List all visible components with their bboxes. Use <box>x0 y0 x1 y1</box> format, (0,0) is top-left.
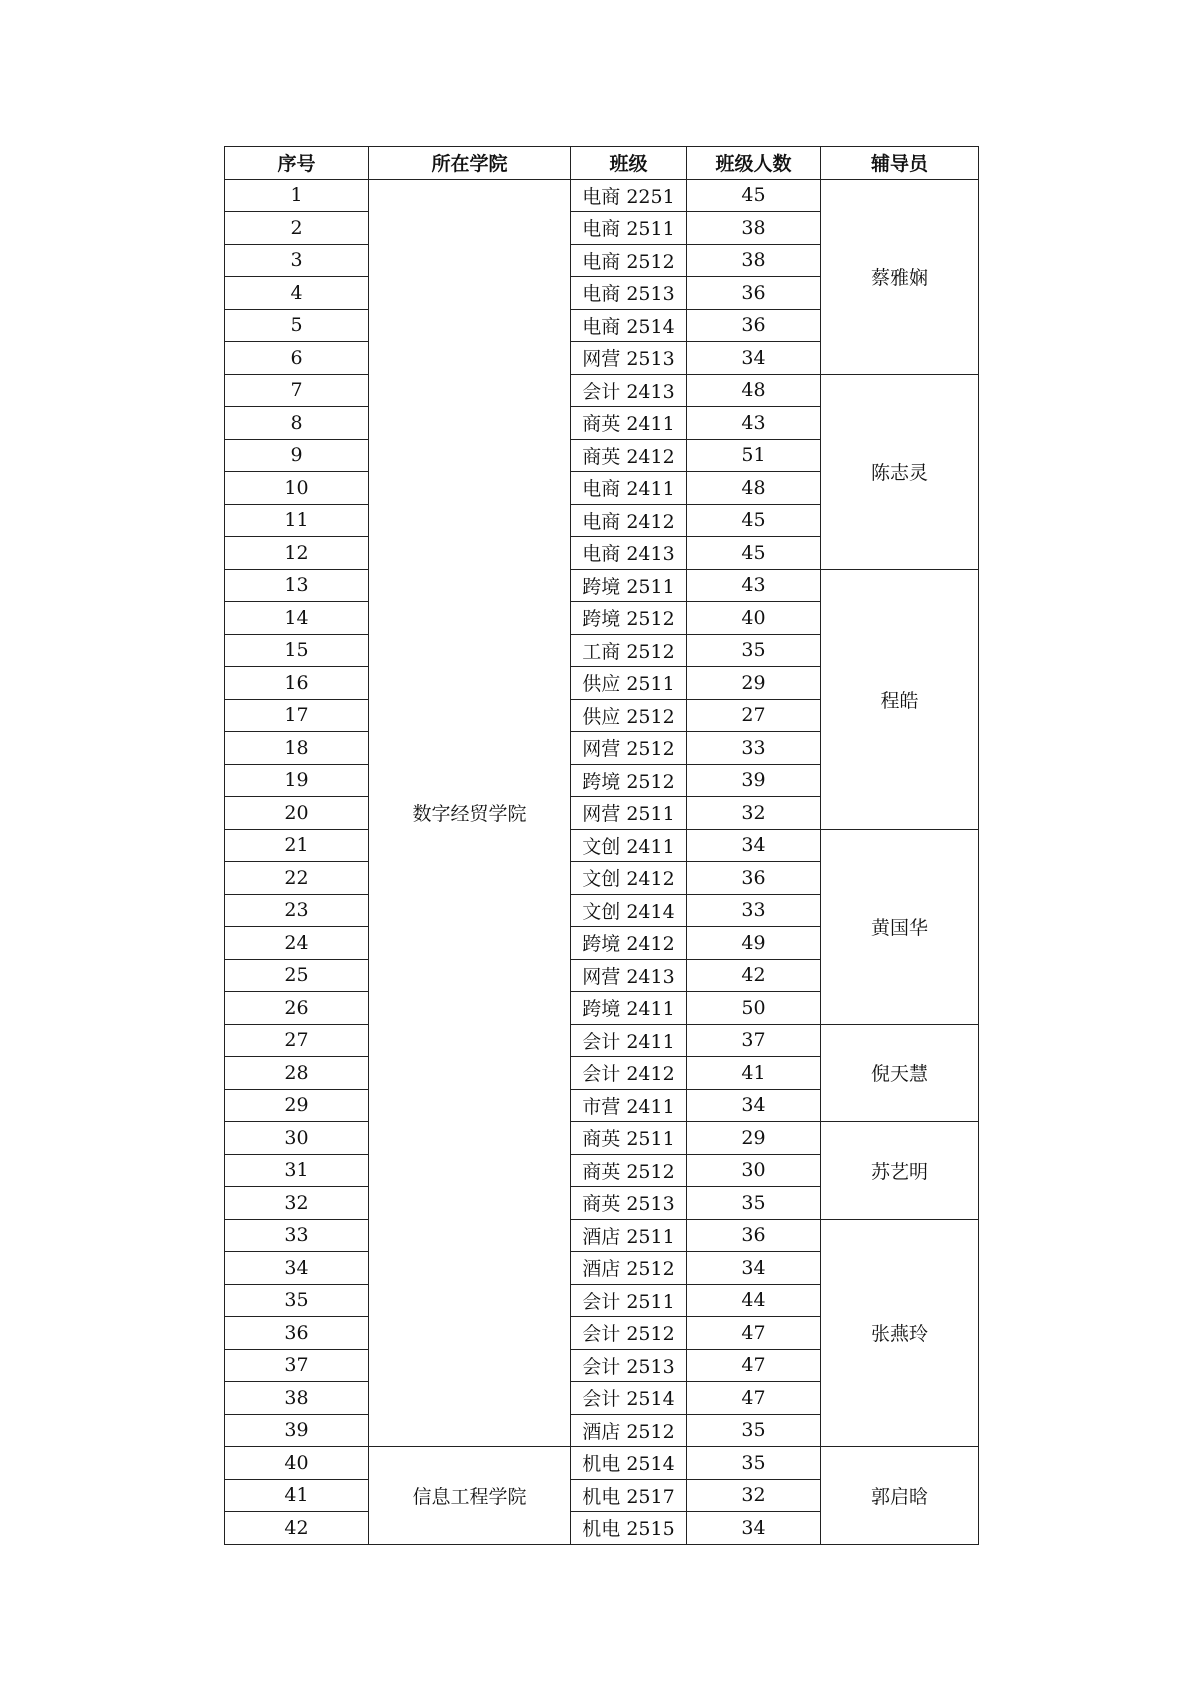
class-size: 27 <box>687 699 821 732</box>
header-row <box>225 147 979 180</box>
table-row <box>225 1024 979 1057</box>
class-size: 48 <box>687 374 821 407</box>
row-index: 7 <box>225 374 369 407</box>
class-size: 38 <box>687 244 821 277</box>
class-size: 36 <box>687 277 821 310</box>
class-size: 51 <box>687 439 821 472</box>
college-cell: 信息工程学院 <box>369 1447 571 1545</box>
row-index: 29 <box>225 1089 369 1122</box>
header-index: 序号 <box>225 147 369 180</box>
row-index: 40 <box>225 1447 369 1480</box>
class-name: 跨境 2412 <box>571 927 687 960</box>
class-name: 会计 2514 <box>571 1382 687 1415</box>
class-size: 45 <box>687 179 821 212</box>
row-index: 37 <box>225 1349 369 1382</box>
class-size: 33 <box>687 732 821 765</box>
class-size: 39 <box>687 764 821 797</box>
class-name: 跨境 2511 <box>571 569 687 602</box>
counselor-cell: 黄国华 <box>821 829 979 1024</box>
class-size: 47 <box>687 1382 821 1415</box>
class-name: 网营 2512 <box>571 732 687 765</box>
class-size: 48 <box>687 472 821 505</box>
row-index: 39 <box>225 1414 369 1447</box>
table-row <box>225 1447 979 1480</box>
class-name: 会计 2511 <box>571 1284 687 1317</box>
row-index: 35 <box>225 1284 369 1317</box>
class-roster-table <box>224 146 979 1545</box>
class-name: 会计 2411 <box>571 1024 687 1057</box>
class-name: 机电 2517 <box>571 1479 687 1512</box>
row-index: 28 <box>225 1057 369 1090</box>
class-size: 43 <box>687 569 821 602</box>
class-name: 网营 2511 <box>571 797 687 830</box>
class-name: 文创 2412 <box>571 862 687 895</box>
table-row <box>225 829 979 862</box>
class-name: 商英 2512 <box>571 1154 687 1187</box>
class-size: 36 <box>687 862 821 895</box>
row-index: 4 <box>225 277 369 310</box>
class-name: 市营 2411 <box>571 1089 687 1122</box>
class-size: 47 <box>687 1317 821 1350</box>
class-size: 43 <box>687 407 821 440</box>
header-college: 所在学院 <box>369 147 571 180</box>
class-size: 47 <box>687 1349 821 1382</box>
class-size: 50 <box>687 992 821 1025</box>
class-size: 35 <box>687 634 821 667</box>
row-index: 18 <box>225 732 369 765</box>
class-name: 跨境 2411 <box>571 992 687 1025</box>
counselor-cell: 程皓 <box>821 569 979 829</box>
row-index: 25 <box>225 959 369 992</box>
row-index: 34 <box>225 1252 369 1285</box>
class-name: 会计 2513 <box>571 1349 687 1382</box>
header-class-size: 班级人数 <box>687 147 821 180</box>
class-size: 33 <box>687 894 821 927</box>
counselor-cell: 张燕玲 <box>821 1219 979 1447</box>
row-index: 26 <box>225 992 369 1025</box>
row-index: 9 <box>225 439 369 472</box>
class-size: 34 <box>687 342 821 375</box>
row-index: 21 <box>225 829 369 862</box>
row-index: 41 <box>225 1479 369 1512</box>
counselor-cell: 郭启晗 <box>821 1447 979 1545</box>
class-size: 44 <box>687 1284 821 1317</box>
counselor-cell: 苏艺明 <box>821 1122 979 1220</box>
class-size: 41 <box>687 1057 821 1090</box>
row-index: 10 <box>225 472 369 505</box>
row-index: 16 <box>225 667 369 700</box>
table-row <box>225 1219 979 1252</box>
class-name: 电商 2413 <box>571 537 687 570</box>
class-name: 酒店 2512 <box>571 1252 687 1285</box>
class-name: 商英 2513 <box>571 1187 687 1220</box>
row-index: 33 <box>225 1219 369 1252</box>
class-name: 商英 2411 <box>571 407 687 440</box>
header-class: 班级 <box>571 147 687 180</box>
row-index: 19 <box>225 764 369 797</box>
class-name: 酒店 2511 <box>571 1219 687 1252</box>
row-index: 22 <box>225 862 369 895</box>
row-index: 23 <box>225 894 369 927</box>
row-index: 17 <box>225 699 369 732</box>
row-index: 31 <box>225 1154 369 1187</box>
class-size: 29 <box>687 1122 821 1155</box>
class-name: 商英 2511 <box>571 1122 687 1155</box>
class-name: 文创 2411 <box>571 829 687 862</box>
class-size: 35 <box>687 1187 821 1220</box>
class-size: 49 <box>687 927 821 960</box>
class-name: 供应 2512 <box>571 699 687 732</box>
class-name: 电商 2251 <box>571 179 687 212</box>
class-name: 网营 2513 <box>571 342 687 375</box>
table-row <box>225 1122 979 1155</box>
counselor-cell: 陈志灵 <box>821 374 979 569</box>
class-name: 电商 2511 <box>571 212 687 245</box>
row-index: 42 <box>225 1512 369 1545</box>
class-size: 32 <box>687 797 821 830</box>
class-size: 42 <box>687 959 821 992</box>
row-index: 14 <box>225 602 369 635</box>
class-name: 酒店 2512 <box>571 1414 687 1447</box>
row-index: 6 <box>225 342 369 375</box>
row-index: 38 <box>225 1382 369 1415</box>
row-index: 8 <box>225 407 369 440</box>
class-size: 45 <box>687 537 821 570</box>
class-size: 34 <box>687 1089 821 1122</box>
class-name: 电商 2513 <box>571 277 687 310</box>
class-size: 40 <box>687 602 821 635</box>
table-body <box>225 179 979 1544</box>
class-name: 会计 2413 <box>571 374 687 407</box>
class-size: 45 <box>687 504 821 537</box>
class-size: 34 <box>687 829 821 862</box>
counselor-cell: 蔡雅娴 <box>821 179 979 374</box>
class-name: 网营 2413 <box>571 959 687 992</box>
row-index: 1 <box>225 179 369 212</box>
class-size: 34 <box>687 1252 821 1285</box>
table-row <box>225 179 979 212</box>
row-index: 2 <box>225 212 369 245</box>
class-size: 34 <box>687 1512 821 1545</box>
class-size: 32 <box>687 1479 821 1512</box>
class-name: 会计 2412 <box>571 1057 687 1090</box>
class-name: 电商 2412 <box>571 504 687 537</box>
header-counselor: 辅导员 <box>821 147 979 180</box>
counselor-cell: 倪天慧 <box>821 1024 979 1122</box>
row-index: 15 <box>225 634 369 667</box>
class-size: 37 <box>687 1024 821 1057</box>
class-size: 38 <box>687 212 821 245</box>
class-name: 工商 2512 <box>571 634 687 667</box>
row-index: 20 <box>225 797 369 830</box>
class-name: 供应 2511 <box>571 667 687 700</box>
class-name: 会计 2512 <box>571 1317 687 1350</box>
row-index: 12 <box>225 537 369 570</box>
class-size: 30 <box>687 1154 821 1187</box>
class-name: 文创 2414 <box>571 894 687 927</box>
class-name: 电商 2411 <box>571 472 687 505</box>
row-index: 24 <box>225 927 369 960</box>
class-name: 跨境 2512 <box>571 602 687 635</box>
class-size: 29 <box>687 667 821 700</box>
class-name: 商英 2412 <box>571 439 687 472</box>
class-name: 电商 2512 <box>571 244 687 277</box>
class-name: 机电 2514 <box>571 1447 687 1480</box>
class-size: 36 <box>687 309 821 342</box>
class-name: 跨境 2512 <box>571 764 687 797</box>
class-name: 机电 2515 <box>571 1512 687 1545</box>
row-index: 5 <box>225 309 369 342</box>
class-size: 35 <box>687 1414 821 1447</box>
row-index: 32 <box>225 1187 369 1220</box>
row-index: 13 <box>225 569 369 602</box>
row-index: 27 <box>225 1024 369 1057</box>
college-cell: 数字经贸学院 <box>369 179 571 1447</box>
table-row <box>225 374 979 407</box>
class-name: 电商 2514 <box>571 309 687 342</box>
row-index: 36 <box>225 1317 369 1350</box>
class-size: 35 <box>687 1447 821 1480</box>
row-index: 11 <box>225 504 369 537</box>
class-size: 36 <box>687 1219 821 1252</box>
row-index: 30 <box>225 1122 369 1155</box>
table-row <box>225 569 979 602</box>
row-index: 3 <box>225 244 369 277</box>
